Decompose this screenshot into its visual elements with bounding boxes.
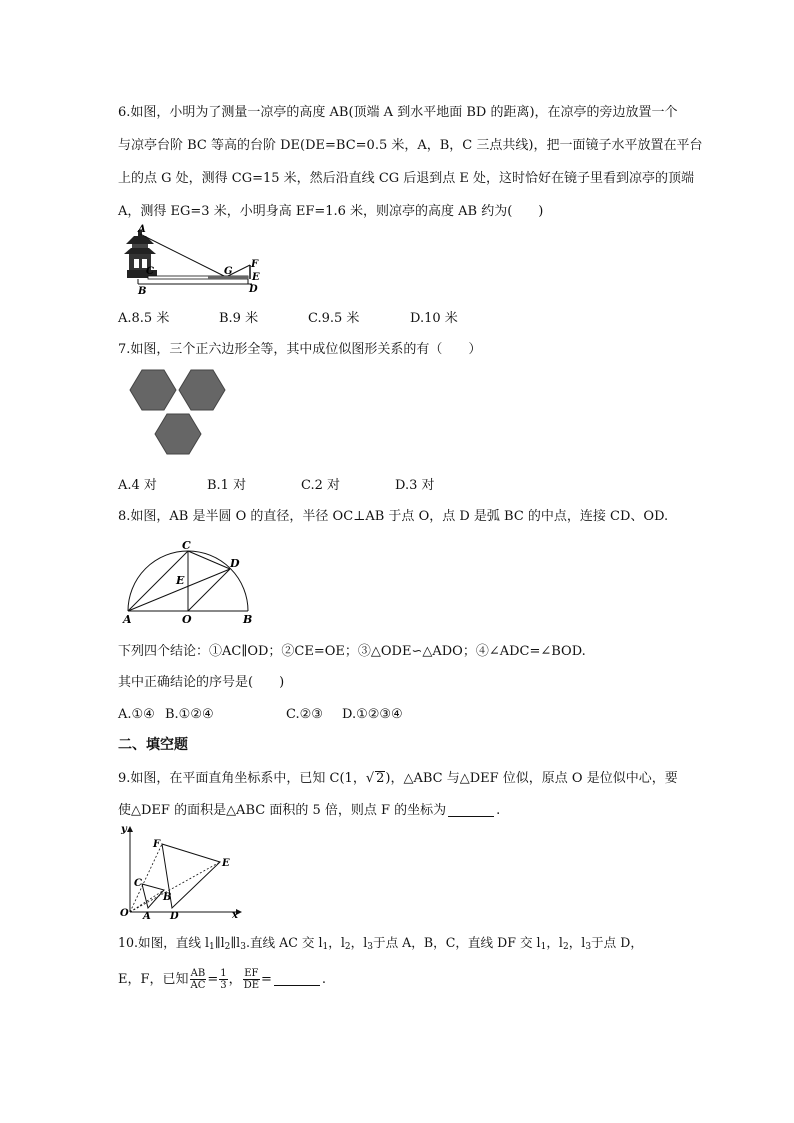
q8-label-a: A [123, 613, 132, 626]
q10-text: 10.如图，直线 l [118, 935, 210, 950]
q10-text: .直线 AC 交 l [245, 935, 323, 950]
q10-text: 于点 A，B，C，直线 DF 交 l [372, 935, 541, 950]
subscript: 1 [540, 942, 547, 952]
q7-option-c[interactable]: C.2 对 [301, 478, 341, 493]
q10-text: E，F，已知 [118, 972, 189, 987]
fraction-numerator: AB [190, 968, 206, 979]
hexagon-right [179, 370, 225, 410]
q6-line-1: 6.如图，小明为了测量一凉亭的高度 AB(顶端 A 到水平地面 BD 的距离)，在凉亭的旁边放置一个 [118, 105, 678, 120]
q6-line-2: 与凉亭台阶 BC 等高的台阶 DE(DE=BC=0.5 米，A，B，C 三点共线)，把一面镜子水平放置在平台 [118, 138, 703, 153]
q10-answer-blank[interactable] [274, 984, 320, 986]
fraction-ef-de [243, 968, 260, 991]
subscript: 1 [322, 942, 329, 952]
equals-sign: = [261, 972, 272, 987]
q7-option-a[interactable]: A.4 对 [118, 478, 157, 493]
fraction-ab-ac [190, 968, 207, 991]
q6-label-f: F [251, 259, 259, 270]
q7-option-b[interactable]: B.1 对 [207, 478, 247, 493]
q10-line-1 [118, 926, 704, 964]
subscript: 3 [585, 942, 592, 952]
q8-option-b[interactable]: B.①②④ [165, 707, 214, 722]
subscript: 3 [367, 942, 373, 952]
q6-option-c[interactable]: C.9.5 米 [308, 311, 360, 326]
q8-option-a[interactable]: A.①④ [118, 707, 155, 722]
q6-option-a[interactable]: A.8.5 米 [118, 311, 170, 326]
hexagon-left [130, 370, 176, 410]
q9-label-y: y [121, 824, 127, 835]
q9-label-x: x [232, 910, 238, 921]
q9-label-o: O [120, 908, 129, 919]
q9-label-b: B [163, 892, 172, 903]
q8-label-c: C [182, 539, 191, 552]
q6-line-4: A，测得 EG=3 米，小明身高 EF=1.6 米，则凉亭的高度 AB 约为( ) [118, 204, 544, 219]
q6-label-c: C [146, 266, 154, 277]
q8-conclusions: 下列四个结论：①AC∥OD；②CE=OE；③△ODE∽△ADO；④∠ADC=∠BOD. [118, 644, 586, 659]
q9-label-d: D [170, 911, 179, 922]
q9-line2-a: 使△DEF 的面积是△ABC 面积的 5 倍，则点 F 的坐标为 [118, 803, 447, 818]
fraction-numerator: 1 [220, 968, 227, 979]
q6-option-b[interactable]: B.9 米 [219, 311, 259, 326]
q7-hexagon-figure [125, 368, 265, 460]
q6-label-e: E [252, 272, 260, 283]
q8-label-o: O [182, 613, 192, 626]
q10-line-2 [118, 963, 704, 996]
fraction-one-third [219, 968, 227, 991]
q6-option-d[interactable]: D.10 米 [410, 311, 458, 326]
q6-line-3: 上的点 G 处，测得 CG=15 米，然后沿直线 CG 后退到点 E 处，这时恰好在镜子里看到凉亭的顶端 [118, 171, 695, 186]
q9-sqrt-value: 2 [376, 771, 385, 786]
q6-label-b: B [138, 286, 147, 297]
comma: ， [228, 972, 242, 987]
q10-text: ∥l [214, 935, 225, 950]
q10-text: ，l [328, 935, 345, 950]
subscript: 2 [562, 942, 569, 952]
q9-label-f: F [153, 839, 161, 850]
q9-label-c: C [134, 878, 142, 889]
q9-line2-b: . [496, 803, 501, 818]
q8-text: 8.如图，AB 是半圆 O 的直径，半径 OC⊥AB 于点 O，点 D 是弧 BC 的中点，连接 CD、OD. [118, 509, 669, 524]
q8-label-d: D [230, 557, 240, 570]
q10-text: ∥l [230, 935, 241, 950]
fraction-denominator: 3 [220, 980, 227, 991]
sqrt-symbol: √ [365, 771, 375, 786]
fraction-denominator: DE [243, 980, 260, 991]
q10-text: ，l [350, 935, 368, 950]
q9-line1-b: )，△ABC 与△DEF 位似，原点 O 是位似中心，要 [385, 771, 678, 786]
q8-label-e: E [176, 574, 185, 587]
q10-text: ，l [546, 935, 563, 950]
q9-coordinate-figure [118, 822, 248, 920]
q6-pavilion-figure [118, 222, 268, 297]
q6-label-d: D [249, 284, 258, 295]
q9-label-a: A [143, 911, 151, 922]
subscript: 2 [224, 942, 231, 952]
period: . [321, 972, 327, 987]
q9-label-e: E [222, 858, 230, 869]
q8-question: 其中正确结论的序号是( ) [118, 675, 285, 690]
section-heading-fill-in: 二、填空题 [118, 737, 188, 753]
subscript: 1 [209, 942, 215, 952]
q6-label-a: A [138, 224, 146, 235]
q7-option-d[interactable]: D.3 对 [395, 478, 435, 493]
subscript: 2 [344, 942, 351, 952]
q7-text: 7.如图，三个正六边形全等，其中成位似图形关系的有（ ） [118, 342, 482, 357]
q10-text: ，l [568, 935, 586, 950]
subscript: 3 [240, 942, 246, 952]
q8-option-c[interactable]: C.②③ [286, 707, 323, 722]
q9-line1-a: 9.如图，在平面直角坐标系中，已知 C(1， [118, 771, 366, 786]
fraction-numerator: EF [244, 968, 259, 979]
q6-label-g: G [224, 266, 233, 277]
q8-label-b: B [243, 613, 253, 626]
q8-option-d[interactable]: D.①②③④ [342, 707, 403, 722]
q10-text: 于点 D， [591, 935, 643, 950]
q9-line-1 [118, 762, 704, 795]
question-6-text [118, 96, 704, 228]
q8-semicircle-figure [118, 535, 263, 630]
fraction-denominator: AC [190, 980, 206, 991]
q9-answer-blank[interactable] [448, 815, 494, 817]
equals-sign: = [207, 972, 219, 987]
hexagon-bottom [155, 414, 201, 454]
